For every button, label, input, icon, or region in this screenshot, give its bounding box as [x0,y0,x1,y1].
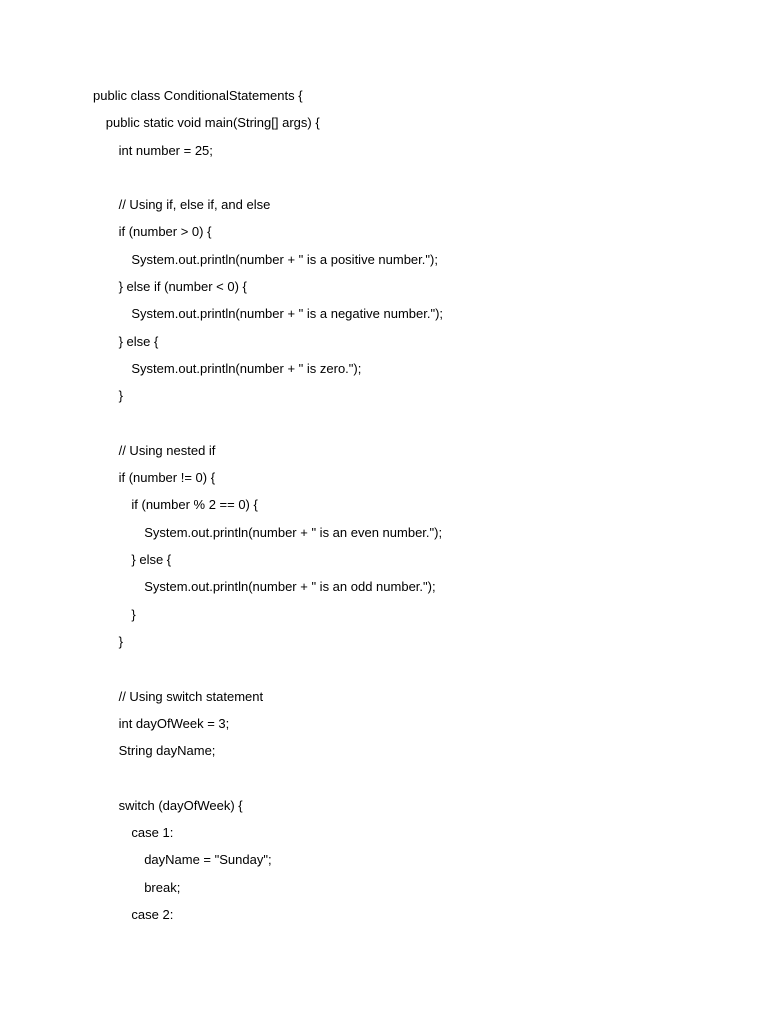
code-line: case 2: [131,906,174,922]
code-line: } else if (number < 0) { [118,279,247,295]
code-line: System.out.println(number + " is zero."); [131,360,362,376]
code-line: System.out.println(number + " is a positive number."); [131,251,438,267]
code-line: case 1: [131,825,174,841]
blank-line [93,164,443,191]
code-line: } [118,633,123,649]
code-line: // Using nested if [118,442,216,458]
code-line: if (number > 0) { [118,224,212,240]
code-line: if (number != 0) { [118,470,216,486]
code-line: int dayOfWeek = 3; [118,715,230,731]
code-line: System.out.println(number + " is an odd number."); [144,579,436,595]
code-line: // Using if, else if, and else [118,197,271,213]
code-line: dayName = "Sunday"; [144,852,272,868]
code-line: public class ConditionalStatements { [93,88,303,103]
code-line: if (number % 2 == 0) { [131,497,258,513]
blank-line [93,764,443,791]
code-line: String dayName; [118,743,216,759]
code-line: System.out.println(number + " is a negative number."); [131,306,444,322]
blank-line [93,655,443,682]
code-line: } else { [131,552,172,568]
code-line: public static void main(String[] args) { [105,115,320,131]
code-line: break; [144,879,181,895]
code-line: } [131,606,136,622]
code-line: } [118,388,123,404]
code-line: // Using switch statement [118,688,264,704]
code-line: } else { [118,333,159,349]
code-line: int number = 25; [118,142,213,158]
code-listing [93,82,443,928]
code-line: System.out.println(number + " is an even number."); [144,524,443,540]
code-line: switch (dayOfWeek) { [118,797,243,813]
blank-line [93,410,443,437]
